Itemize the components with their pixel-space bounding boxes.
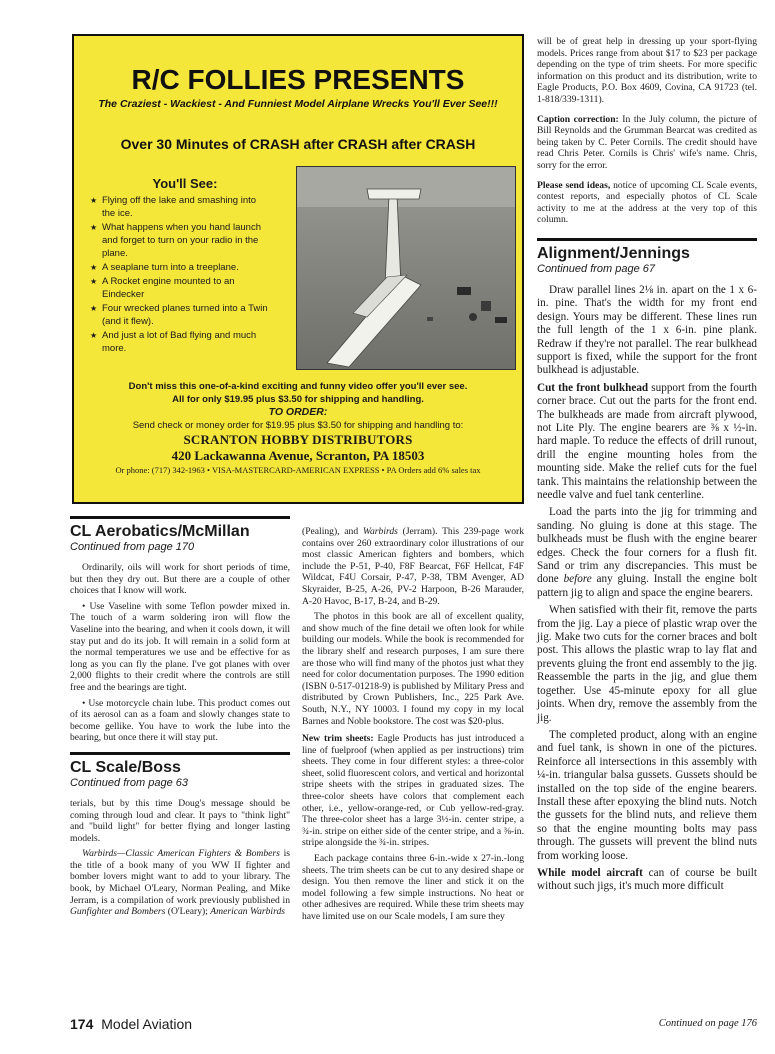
- ad-feature-list: [90, 194, 270, 356]
- crashed-plane-photo: [296, 166, 516, 370]
- paragraph: New trim sheets: Eagle Products has just introduced a line of fuelproof (when applied as per instructions) trim sheets. They come in four different styles: a three-color sheet, solid fluorescent colors, and vertical and horizontal stripe sheets with the stripes in graduated sizes. The three-color sheets have colors that complement each other, i.e., yellow-orange-red, or Cub yellow-red-gray. The three-color sheet has a large 3½-in. center stripe, a ¾-in. stripe on either side of the center stripe, and a ⅜-in. stripe alongside the ¾-in. stripes.: [302, 733, 524, 849]
- paragraph: Caption correction: In the July column, the picture of Bill Reynolds and the Grumman Bearcat was credited as being taken by C. Peter Cornils. The credit should have read Chris Peter. Cornils is Chris' wife's name. Chris, sorry for the error.: [537, 113, 757, 171]
- ad-feature-item: ★ What happens when you hand launch and forget to turn on your radio in the plane.: [90, 221, 270, 260]
- section-header-alignment: [537, 238, 757, 276]
- section-subtitle: Continued from page 170: [70, 541, 195, 553]
- ad-feature-item: ★ A Rocket engine mounted to an Eindecker: [90, 275, 270, 301]
- paragraph: The completed product, along with an engine and fuel tank, is shown in one of the pictures. Reinforce all intersections in this assembly with ¼-in. triangular balsa gussets. Gussets should be installed on the top side of the engine bearers. Install these after epoxying the blind nuts. Notch the gussets for the blind nuts, and relieve them so that the engine mounting bolts may pass through. The gussets will prevent the blind nuts from working loose.: [537, 728, 757, 862]
- section-header-scale: [70, 752, 290, 790]
- ad-you-see-heading: You'll See:: [152, 176, 218, 191]
- ad-send-instructions: Send check or money order for $19.95 plus $3.50 for shipping and handling to:: [132, 420, 464, 431]
- advertisement-box: [72, 34, 524, 504]
- ad-price: All for only $19.95 plus $3.50 for shipping and handling.: [172, 394, 424, 405]
- paragraph: Ordinarily, oils will work for short periods of time, but then they dry out. But there are a couple of other choices that I know will work.: [70, 562, 290, 597]
- column-2: [302, 526, 524, 927]
- section-title: CL Aerobatics/McMillan: [70, 523, 250, 540]
- page-folio: [70, 1016, 192, 1032]
- crashed-plane-illustration: [297, 167, 516, 370]
- ad-footer: [74, 380, 522, 476]
- section-header-aerobatics: [70, 516, 290, 554]
- paragraph: Each package contains three 6-in.-wide x 27-in.-long sheets. The trim sheets can be cut to any desired shape or design. You then remove the liner and stick it on the model following a few simple instructions. No heat or other adhesives are required. While these trim sheets may have limited use on our Scale models, I am sure they: [302, 853, 524, 922]
- paragraph: • Use motorcycle chain lube. This product comes out of its aerosol can as a foam and slowly changes state to become gellike. You have to work the lube into the bearing, but once there it will stay put.: [70, 697, 290, 744]
- ad-tagline: The Craziest - Wackiest - And Funniest Model Airplane Wrecks You'll Ever See!!!: [98, 98, 498, 110]
- ad-crash-headline: Over 30 Minutes of CRASH after CRASH after CRASH: [120, 136, 476, 152]
- paragraph: will be of great help in dressing up your sport-flying models. Prices range from about $17 to $23 per package depending on the type of trim sheets. For more specific information on this product and its distribution, write to Eagle Products, P.O. Box 4609, Covina, CA 91723 (tel. 1-818/339-1311).: [537, 36, 757, 105]
- ad-distributor: SCRANTON HOBBY DISTRIBUTORS: [183, 432, 413, 447]
- ad-phone: Or phone: (717) 342-1963 • VISA-MASTERCARD-AMERICAN EXPRESS • PA Orders add 6% sales tax: [115, 465, 481, 475]
- paragraph: When satisfied with their fit, remove the parts from the jig. Lay a piece of plastic wrap over the jig. Make two cuts for the corner braces and bolt post. This allows the plastic wrap to lay flat and prevents gluing the front end assembly to the jig. Reassemble the parts in the jig, and glue them together. Use 45-minute epoxy for all glue joints. When dry, remove the assembly from the jig.: [537, 604, 757, 724]
- paragraph: Load the parts into the jig for trimming and sanding. No gluing is done at this stage. The bulkheads must be flush with the engine bearer edges. Check the four corners for a flush fit. Sand or trim any discrepancies. This must be done before any gluing. Install the engine bolt pattern jig to align and space the engine bearers.: [537, 506, 757, 599]
- ad-feature-item: ★ Four wrecked planes turned into a Twin (and it flew).: [90, 302, 270, 328]
- ad-dont-miss: Don't miss this one-of-a-kind exciting and funny video offer you'll ever see.: [128, 381, 468, 392]
- section-subtitle: Continued from page 67: [537, 262, 656, 275]
- column-3: [537, 36, 757, 898]
- paragraph: • Use Vaseline with some Teflon powder mixed in. The touch of a warm soldering iron will flow the Vaseline into the bearing, and when it cools down, it will stay put and do its job. It will remain in a solid form at the normal temperatures we use and be effective for as long as you can fly the plane. I've got planes with over 2,000 flights to their credit where the controls are still free and the bearings are tight.: [70, 600, 290, 693]
- paragraph: (Pealing), and Warbirds (Jerram). This 239-page work contains over 260 extraordinary color illustrations of our most classic American fighters and bombers, which include the P-51, P-40, F8F Bearcat, F6F Hellcat, F4F Wildcat, F4U Corsair, P-47, P-38, TBM Avenger, AD Skyraider, B-25, A-26, PV-2 Harpoon, B-26 Marauder, A-20 Havoc, B-17, B-24, and B-29.: [302, 526, 524, 607]
- section-title: CL Scale/Boss: [70, 758, 181, 776]
- paragraph: The photos in this book are all of excellent quality, and show much of the fine detail we often look for while building our models. While the book is recommended for the library shelf and research purposes, I am sure there are those who will find many of the photos just what they need for color documentation purposes. The 1990 edition (ISBN 0-517-01218-9) is published by Military Press and distributed by Crown Publishers, Inc., 225 Park Ave. South, N.Y., NY 10003. I found my copy in my local Barnes and Noble bookstore. The cost was $20-plus.: [302, 611, 524, 727]
- ad-feature-item: ★ Flying off the lake and smashing into the ice.: [90, 194, 270, 220]
- column-1: [70, 516, 290, 922]
- paragraph: Warbirds—Classic American Fighters & Bombers is the title of a book many of you WW II fighter and bomber lovers might want to add to your library. The book, by Michael O'Leary, Norman Pealing, and Mike Jerram, is a compilation of work previously published in Gunfighter and Bombers (O'Leary); American Warbirds: [70, 848, 290, 918]
- paragraph: Cut the front bulkhead support from the fourth corner brace. Cut out the parts for the front end. The bulkheads are made from aircraft plywood, not Lite Ply. The engine bearers are ⅜ x ½-in. hard maple. To reduce the effects of drill runout, drill the engine mounting holes from the mounting side. Make the relief cuts for the fuel tank. This maintains the relationship between the needle valve and fuel tank centerline.: [537, 381, 758, 501]
- continued-on-link: Continued on page 176: [658, 1018, 757, 1029]
- paragraph: terials, but by this time Doug's message should be coming through loud and clear. It pays to "think light" and "build light" for better flying and longer lasting models.: [70, 797, 290, 844]
- section-subtitle: Continued from page 63: [70, 776, 189, 789]
- book-title: Warbirds—Classic American Fighters & Bombers: [82, 848, 280, 860]
- paragraph: While model aircraft can of course be built without such jigs, it's much more difficult: [537, 866, 757, 893]
- ad-to-order: TO ORDER:: [268, 406, 328, 418]
- paragraph: Please send ideas, notice of upcoming CL Scale events, contest reports, and especially photos of CL Scale activity to me at the address at the very top of this column.: [537, 179, 757, 226]
- alignment-body: [537, 284, 757, 894]
- ad-title: R/C FOLLIES PRESENTS: [131, 64, 465, 95]
- paragraph: Draw parallel lines 2⅛ in. apart on the 1 x 6-in. pine. That's the width for my front end design. Yours may be different. These lines run the full length of the 1 x 6-in. pine plank. Redraw if they're not parallel. The rear bulkhead support is fixed, while the support for the front bulkhead is adjustable.: [537, 283, 757, 377]
- ad-feature-item: ★ A seaplane turn into a treeplane.: [90, 261, 270, 274]
- ad-feature-item: ★ And just a lot of Bad flying and much more.: [90, 329, 270, 355]
- magazine-name: Model Aviation: [101, 1016, 193, 1032]
- ad-address: 420 Lackawanna Avenue, Scranton, PA 18503: [171, 448, 425, 463]
- section-title: Alignment/Jennings: [537, 244, 690, 262]
- page-number: 174: [70, 1016, 94, 1032]
